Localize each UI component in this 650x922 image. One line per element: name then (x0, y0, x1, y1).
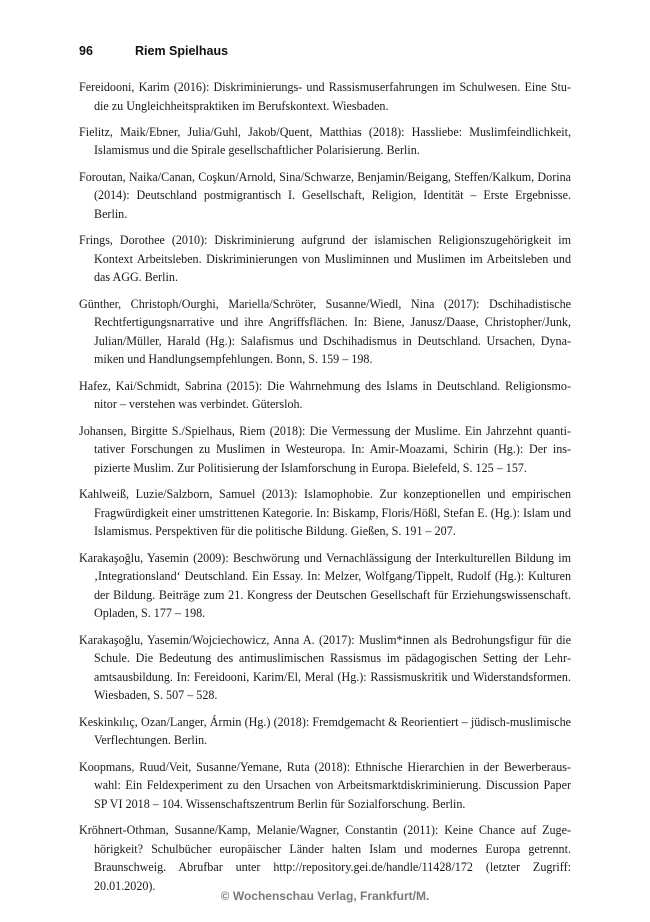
reference-entry: Karakaşoğlu, Yasemin/Wojciechowicz, Anna A. (2017): Muslim*innen als Bedrohungsfigur für die Schule. Die Bedeutung des antimuslimischen Rassismus im pädagogischen Setting der Lehramtsausbildung. In: Fereidooni, Karim/El, Meral (Hg.): Rassismuskritik und Widerstandsformen. Wiesbaden, S. 507 – 528. (79, 632, 571, 703)
reference-entry: Hafez, Kai/Schmidt, Sabrina (2015): Die Wahrnehmung des Islams in Deutschland. Religionsmonitor – verstehen was verbindet. Gütersloh. (79, 378, 571, 412)
page-number: 96 (79, 44, 93, 58)
reference-entry: Frings, Dorothee (2010): Diskriminierung aufgrund der islamischen Religionszugehörigkeit im Kontext Arbeitsleben. Diskriminierungen von Musliminnen und Muslimen im Arbeitsleben und das AGG. Berlin. (79, 233, 571, 285)
running-header (79, 44, 228, 58)
reference-entry: Karakaşoğlu, Yasemin (2009): Beschwörung und Vernachlässigung der Interkulturellen Bildung im ‚Integrationsland‘ Deutschland. Ein Essay. In: Melzer, Wolfgang/Tippelt, Rudolf (Hg.): Kulturen der Bildung. Beiträge zum 21. Kongress der Deutschen Gesellschaft für Erziehungswissenschaft. Opladen, S. 177 – 198. (79, 550, 571, 621)
reference-list (79, 78, 571, 903)
reference-entry: Johansen, Birgitte S./Spielhaus, Riem (2018): Die Vermessung der Muslime. Ein Jahrzehnt quantitativer Forschungen zu Muslimen in Westeuropa. In: Amir-Moazami, Schirin (Hg.): Der inspizierte Muslim. Zur Politisierung der Islamforschung in Europa. Bielefeld, S. 125 – 157. (79, 423, 571, 475)
reference-entry: Foroutan, Naika/Canan, Coşkun/Arnold, Sina/Schwarze, Benjamin/Beigang, Steffen/Kalkum, Dorina (2014): Deutschland postmigrantisch I. Gesellschaft, Religion, Identität – Erste Ergebnisse. Berlin. (79, 169, 571, 221)
reference-entry: Fereidooni, Karim (2016): Diskriminierungs- und Rassismuserfahrungen im Schulwesen. Eine Studie zu Ungleichheitspraktiken im Berufskontext. Wiesbaden. (79, 80, 571, 113)
reference-entry: Koopmans, Ruud/Veit, Susanne/Yemane, Ruta (2018): Ethnische Hierarchien in der Bewerberauswahl: Ein Feldexperiment zu den Ursachen von Arbeitsmarktdiskriminierung. Discussion Paper SP VI 2018 – 104. Wissenschaftszentrum Berlin für Sozialforschung. Berlin. (79, 759, 571, 811)
reference-entry: Keskinkılıç, Ozan/Langer, Ármin (Hg.) (2018): Fremdgemacht & Reorientiert – jüdisch-muslimische Verflechtungen. Berlin. (79, 714, 571, 748)
reference-entry: Kröhnert-Othman, Susanne/Kamp, Melanie/Wagner, Constantin (2011): Keine Chance auf Zugehörigkeit? Schulbücher europäischer Länder halten Islam und modernes Europa getrennt. Braunschweig. Abrufbar unter http://repository.gei.de/handle/11428/172 (letzter Zugriff: 20.01.2020). (79, 823, 571, 893)
publisher-footer: © Wochenschau Verlag, Frankfurt/M. (220, 889, 430, 903)
running-author: Riem Spielhaus (135, 44, 229, 58)
reference-entry: Kahlweiß, Luzie/Salzborn, Samuel (2013): Islamophobie. Zur konzeptionellen und empirischen Fragwürdigkeit einer umstrittenen Kategorie. In: Biskamp, Floris/Hößl, Stefan E. (Hg.): Islam und Islamismus. Perspektiven für die politische Bildung. Gießen, S. 191 – 207. (79, 487, 571, 539)
reference-entry: Günther, Christoph/Ourghi, Mariella/Schröter, Susanne/Wiedl, Nina (2017): Dschihadistische Rechtfertigungsnarrative und ihre Angriffsflächen. In: Biene, Janusz/Daase, Christopher/Junk, Julian/Müller, Harald (Hg.): Salafismus und Dschihadismus in Deutschland. Ursachen, Dynamiken und Handlungsempfehlungen. Bonn, S. 159 – 198. (79, 296, 571, 367)
reference-entry: Fielitz, Maik/Ebner, Julia/Guhl, Jakob/Quent, Matthias (2018): Hassliebe: Muslimfeindlichkeit, Islamismus und die Spirale gesellschaftlicher Polarisierung. Berlin. (79, 124, 571, 158)
